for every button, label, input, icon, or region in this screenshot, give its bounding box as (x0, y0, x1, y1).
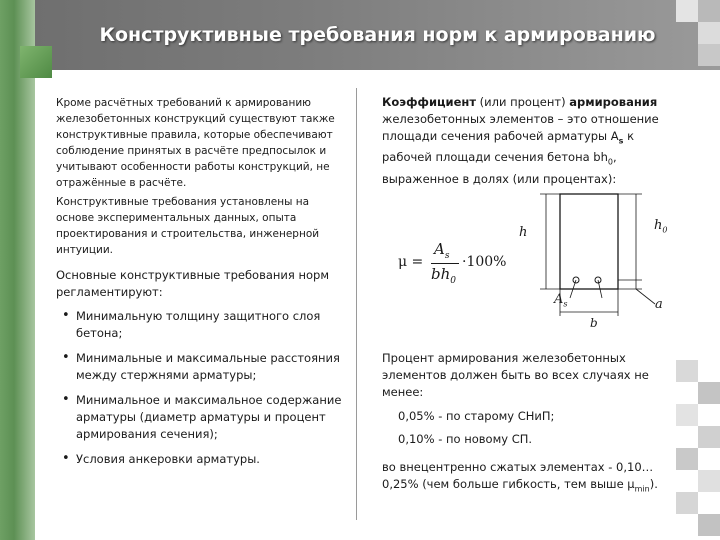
list-item: • Условия анкеровки арматуры. (62, 451, 260, 466)
b-label: b (590, 316, 598, 330)
minimum-percent-paragraph: Процент армирования железобетонных элементов должен быть во всех случаях не менее: (382, 351, 649, 399)
new-norm-value: 0,10% - по новому СП. (398, 432, 533, 446)
requirements-list (56, 308, 346, 476)
beam-section-diagram (510, 188, 675, 333)
list-item: • Минимальную толщину защитного слоя бетона; (62, 308, 321, 340)
intro-paragraph: Кроме расчётных требований к армированию железобетонных конструкций существуют также конструктивные правила, которые обеспечивают соблюдение принятых в расчёте предпосылок и учитывают особенности работы конструкций, не отражённые в расчёте. (56, 97, 335, 189)
regulation-paragraph: Основные конструктивные требования норм регламентируют: (56, 268, 330, 299)
as-label: $A_s$ (554, 292, 568, 309)
a-label: a (655, 297, 663, 312)
column-divider (356, 88, 357, 520)
definition-paragraph: Коэффициент (или процент) армирования железобетонных элементов – это отношение площади сечения рабочей арматуры $A_s$ к рабочей площади сечения бетона $bh_0$, выраженное в долях (или процентах): (382, 95, 659, 186)
slide-title: Конструктивные требования норм к армированию (99, 24, 656, 46)
eccentric-compression-paragraph: во внецентренно сжатых элементах - 0,10…0,25% (чем больше гибкость, тем выше $\mu_{min}$). (382, 460, 658, 494)
list-item: • Минимальные и максимальные расстояния между стержнями арматуры; (62, 350, 340, 382)
list-item: • Минимальное и максимальное содержание арматуры (диаметр арматуры и процент армирования сечения); (62, 392, 342, 441)
h-label: h (519, 225, 528, 240)
left-accent-band (0, 0, 35, 540)
basis-paragraph: Конструктивные требования установлены на основе экспериментальных данных, опыта проектирования и строительства, инженерной интуиции. (56, 196, 320, 256)
h0-label: $h_0$ (654, 218, 668, 235)
old-norm-value: 0,05% - по старому СНиП; (398, 409, 555, 423)
reinforcement-formula: μ = $A_s$ $bh_0$ ·100% (398, 240, 507, 286)
